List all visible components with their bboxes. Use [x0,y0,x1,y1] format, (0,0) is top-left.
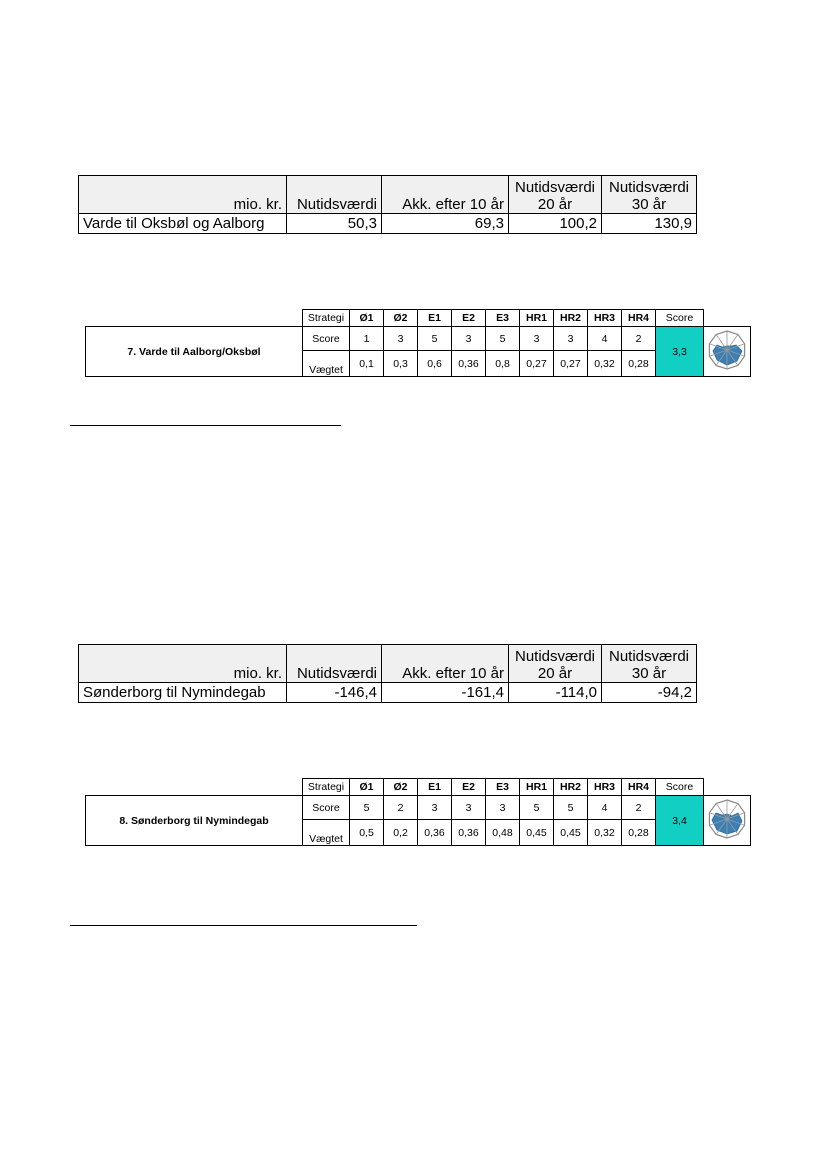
col-header: E1 [418,779,452,796]
radar-diagram-icon [704,796,751,846]
financial-table-2 [78,644,697,703]
weighted-value: 0,32 [588,351,622,377]
present-value-20: 100,2 [509,214,602,234]
col-header: E2 [452,310,486,327]
weighted-value: 0,8 [486,351,520,377]
table-row [79,214,697,234]
weighted-row-label: Vægtet [303,820,350,846]
financial-table-1 [78,175,697,234]
weighted-value: 0,28 [622,820,656,846]
col-header: E2 [452,779,486,796]
col-header: HR3 [588,779,622,796]
score-value: 5 [418,327,452,351]
score-value: 3 [486,796,520,820]
accumulated-10-header: Akk. efter 10 år [382,176,509,214]
col-header: E3 [486,779,520,796]
col-header: HR2 [554,779,588,796]
score-value: 3 [452,796,486,820]
col-header: HR2 [554,310,588,327]
weighted-value: 0,36 [418,820,452,846]
strategi-header: Strategi [303,779,350,796]
col-header: Ø2 [384,779,418,796]
strategi-header: Strategi [303,310,350,327]
present-value-20-header: Nutidsværdi 20 år [509,645,602,683]
score-value: 3 [384,327,418,351]
col-header: HR3 [588,310,622,327]
col-header: Ø1 [350,779,384,796]
present-value-30: -94,2 [602,683,697,703]
present-value-30-header: Nutidsværdi 30 år [602,176,697,214]
score-table-1 [85,309,751,377]
weighted-value: 0,32 [588,820,622,846]
score-value: 5 [350,796,384,820]
score-value: 2 [384,796,418,820]
present-value: 50,3 [287,214,382,234]
score-value: 3 [418,796,452,820]
score-table-2 [85,778,751,846]
present-value-20-header: Nutidsværdi 20 år [509,176,602,214]
score-value: 5 [554,796,588,820]
score-row-label: Score [303,327,350,351]
col-header: E3 [486,310,520,327]
score-value: 2 [622,327,656,351]
project-name: Sønderborg til Nymindegab [79,683,287,703]
col-header: HR4 [622,310,656,327]
weighted-value: 0,3 [384,351,418,377]
score-value: 4 [588,327,622,351]
col-header: Ø1 [350,310,384,327]
score-value: 1 [350,327,384,351]
col-header: HR4 [622,779,656,796]
total-score: 3,4 [656,796,704,846]
project-label: 7. Varde til Aalborg/Oksbøl [86,327,303,377]
weighted-value: 0,28 [622,351,656,377]
present-value-header: Nutidsværdi [287,645,382,683]
score-header: Score [656,310,704,327]
table-row [79,683,697,703]
weighted-value: 0,45 [554,820,588,846]
weighted-row-label: Vægtet [303,351,350,377]
present-value-header: Nutidsværdi [287,176,382,214]
present-value-30-header: Nutidsværdi 30 år [602,645,697,683]
score-value: 3 [520,327,554,351]
score-value: 5 [520,796,554,820]
weighted-value: 0,36 [452,351,486,377]
unit-header: mio. kr. [79,645,287,683]
project-label: 8. Sønderborg til Nymindegab [86,796,303,846]
weighted-value: 0,2 [384,820,418,846]
radar-diagram-icon [704,327,751,377]
weighted-value: 0,27 [554,351,588,377]
accumulated-10: -161,4 [382,683,509,703]
footnote-rule [70,925,417,926]
score-value: 4 [588,796,622,820]
weighted-value: 0,1 [350,351,384,377]
score-value: 5 [486,327,520,351]
col-header: HR1 [520,779,554,796]
col-header: Ø2 [384,310,418,327]
unit-header: mio. kr. [79,176,287,214]
total-score: 3,3 [656,327,704,377]
weighted-value: 0,48 [486,820,520,846]
weighted-value: 0,27 [520,351,554,377]
accumulated-10: 69,3 [382,214,509,234]
col-header: HR1 [520,310,554,327]
present-value-20: -114,0 [509,683,602,703]
score-row-label: Score [303,796,350,820]
score-value: 3 [554,327,588,351]
score-header: Score [656,779,704,796]
footnote-rule [70,425,341,426]
accumulated-10-header: Akk. efter 10 år [382,645,509,683]
col-header: E1 [418,310,452,327]
project-name: Varde til Oksbøl og Aalborg [79,214,287,234]
weighted-value: 0,6 [418,351,452,377]
weighted-value: 0,5 [350,820,384,846]
score-value: 3 [452,327,486,351]
score-value: 2 [622,796,656,820]
weighted-value: 0,45 [520,820,554,846]
weighted-value: 0,36 [452,820,486,846]
present-value: -146,4 [287,683,382,703]
present-value-30: 130,9 [602,214,697,234]
